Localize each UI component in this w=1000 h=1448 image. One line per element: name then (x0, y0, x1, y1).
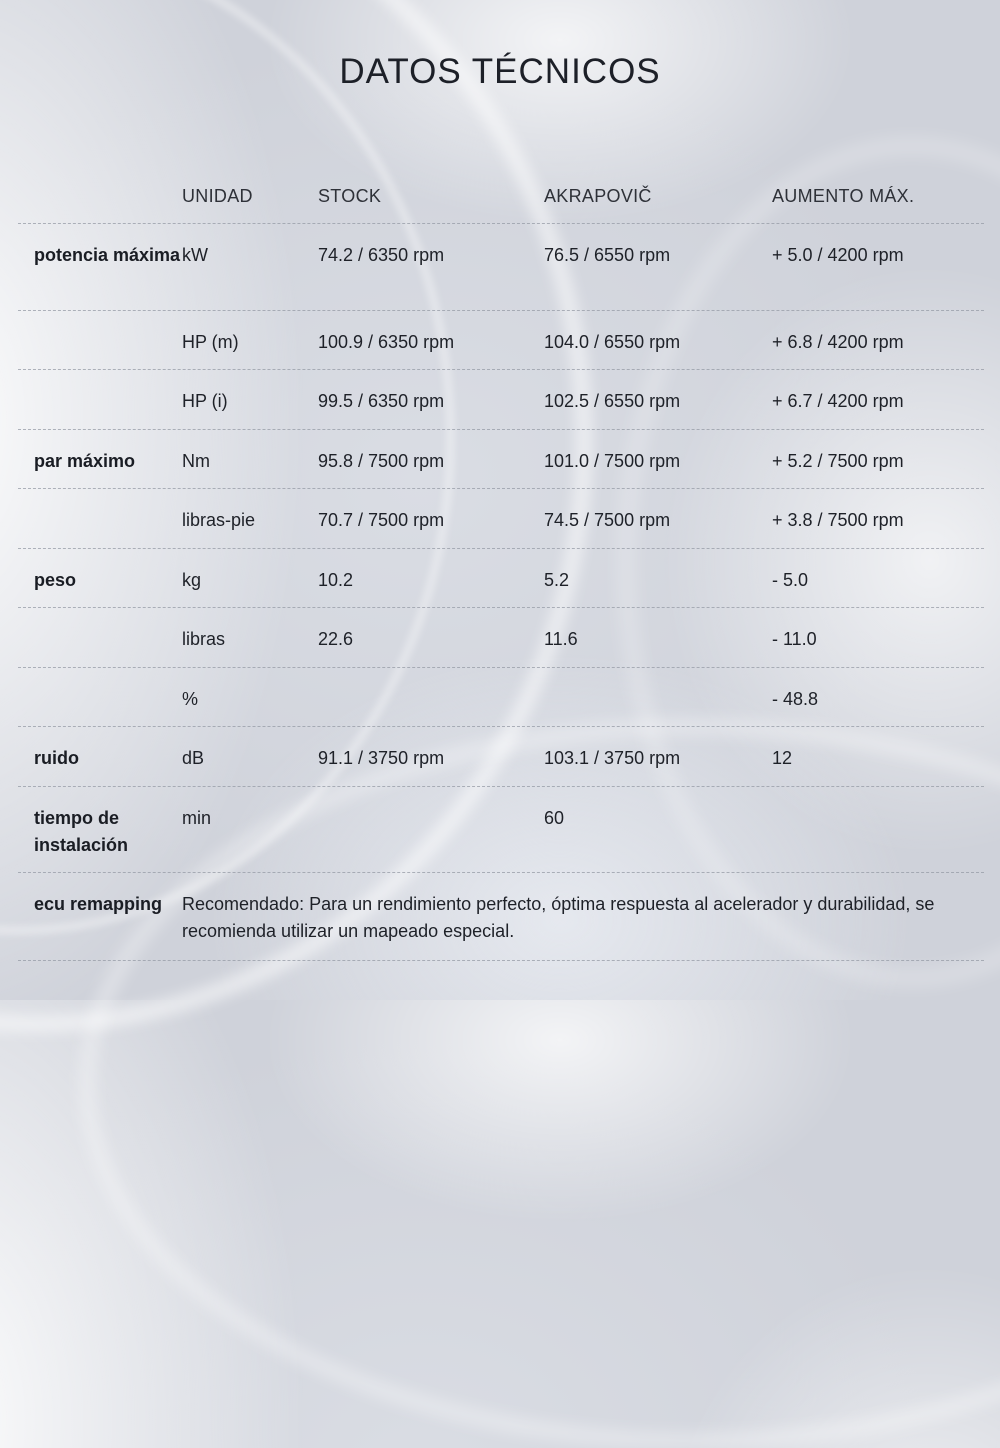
table-row (18, 549, 984, 608)
table-row (18, 727, 984, 787)
unit-cell: libras (182, 629, 226, 649)
stock-cell: 99.5 / 6350 rpm (318, 391, 445, 411)
table-row (18, 370, 984, 430)
max-gain-cell: + 6.8 / 4200 rpm (772, 332, 904, 352)
row-label: peso (34, 570, 77, 590)
max-gain-cell: - 11.0 (772, 629, 817, 649)
akrapovic-cell: 76.5 / 6550 rpm (544, 245, 671, 265)
unit-cell: Nm (182, 451, 210, 471)
max-gain-cell: + 3.8 / 7500 rpm (772, 510, 904, 530)
row-label: ruido (34, 748, 79, 768)
unit-cell: HP (i) (182, 391, 228, 411)
header-unit: UNIDAD (182, 186, 253, 206)
unit-cell: min (182, 808, 212, 828)
table-row (18, 224, 984, 311)
header-akrapovic: AKRAPOVIČ (544, 186, 652, 206)
unit-cell: dB (182, 748, 205, 768)
table-row (18, 489, 984, 549)
akrapovic-cell: 103.1 / 3750 rpm (544, 748, 681, 768)
stock-cell: 22.6 (318, 629, 354, 649)
unit-cell: % (182, 689, 199, 709)
table-row (18, 668, 984, 727)
header-max-gain: AUMENTO MÁX. (772, 186, 915, 206)
stock-cell: 70.7 / 7500 rpm (318, 510, 445, 530)
akrapovic-cell: 74.5 / 7500 rpm (544, 510, 671, 530)
akrapovic-cell: 101.0 / 7500 rpm (544, 451, 681, 471)
stock-cell: 10.2 (318, 570, 354, 590)
unit-cell: HP (m) (182, 332, 239, 352)
max-gain-cell: + 5.2 / 7500 rpm (772, 451, 904, 471)
stock-cell: 95.8 / 7500 rpm (318, 451, 445, 471)
max-gain-cell: + 5.0 / 4200 rpm (772, 245, 904, 265)
stock-cell: 91.1 / 3750 rpm (318, 748, 445, 768)
table-row (18, 608, 984, 668)
table-row (18, 430, 984, 489)
akrapovic-cell: 60 (544, 808, 565, 828)
ecu-remapping-row (18, 873, 984, 961)
max-gain-cell: 12 (772, 748, 793, 768)
akrapovic-cell: 5.2 (544, 570, 570, 590)
header-stock: STOCK (318, 186, 382, 206)
max-gain-cell: - 48.8 (772, 689, 819, 709)
akrapovic-cell: 11.6 (544, 629, 578, 649)
stock-cell: 74.2 / 6350 rpm (318, 245, 445, 265)
ecu-recommendation-text: Recomendado: Para un rendimiento perfecto, óptima respuesta al acelerador y durabilidad, se recomienda utilizar un mapeado especial. (182, 894, 935, 941)
unit-cell: kg (182, 570, 202, 590)
max-gain-cell: - 5.0 (772, 570, 809, 590)
row-label: par máximo (34, 451, 136, 471)
row-label: ecu remapping (34, 894, 163, 914)
specs-table (18, 165, 984, 961)
table-row (18, 311, 984, 370)
page-title: DATOS TÉCNICOS (339, 52, 661, 91)
akrapovic-cell: 104.0 / 6550 rpm (544, 332, 681, 352)
row-label: potencia máxima (34, 245, 181, 265)
stock-cell: 100.9 / 6350 rpm (318, 332, 455, 352)
table-header-row (18, 165, 984, 224)
unit-cell: kW (182, 245, 208, 265)
table-row (18, 787, 984, 873)
akrapovic-cell: 102.5 / 6550 rpm (544, 391, 681, 411)
row-label: tiempo de instalación (34, 808, 129, 855)
max-gain-cell: + 6.7 / 4200 rpm (772, 391, 904, 411)
unit-cell: libras-pie (182, 510, 256, 530)
